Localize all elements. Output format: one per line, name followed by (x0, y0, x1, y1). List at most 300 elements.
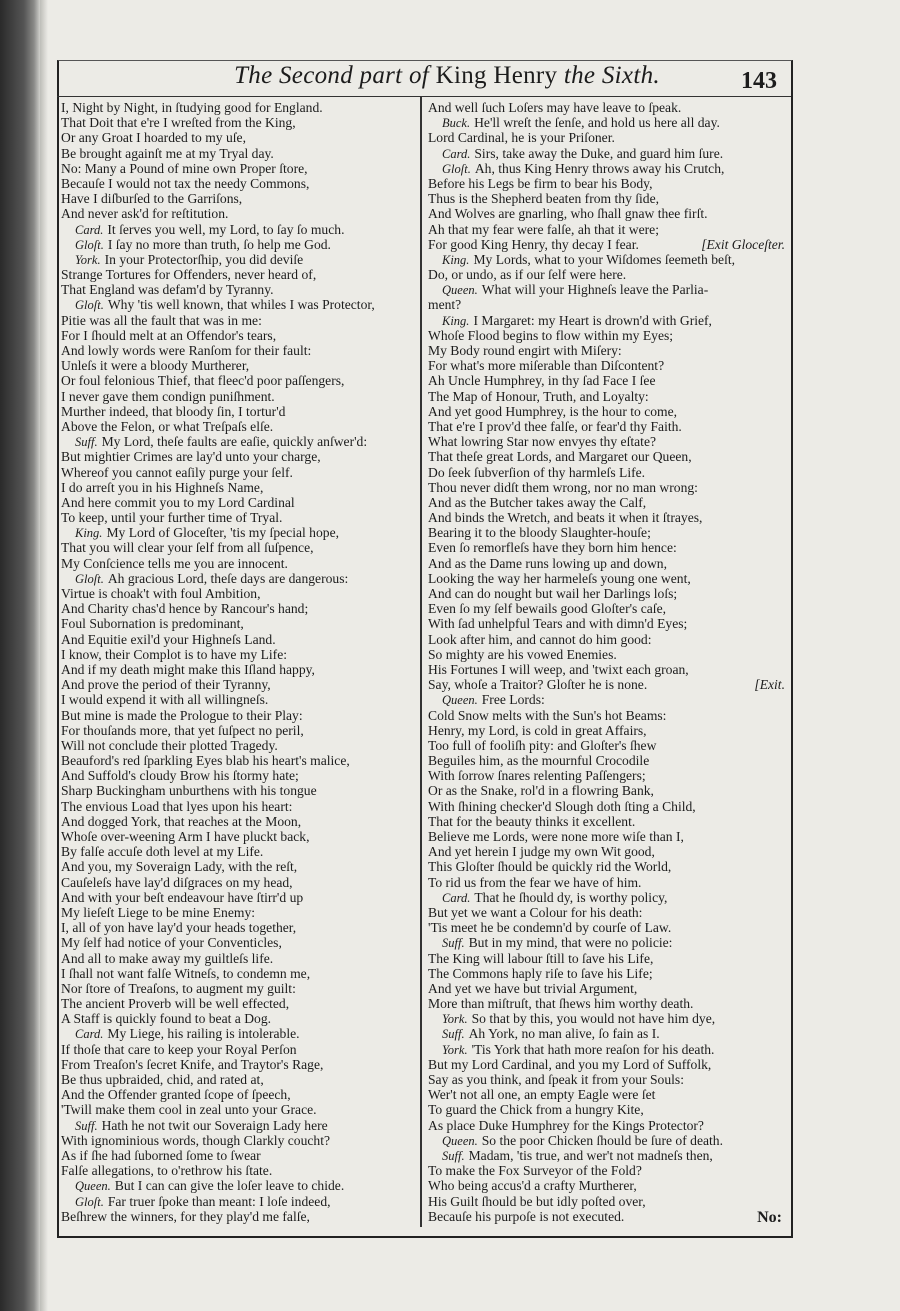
verse-line (428, 480, 785, 495)
verse-line (428, 525, 785, 540)
speaker-name: York. (442, 1042, 468, 1057)
line-text: This Gloſter ſhould be quickly rid the World, (428, 859, 672, 875)
verse-line (61, 768, 421, 783)
verse-line (428, 313, 785, 328)
speaker-name: Gloſt. (75, 298, 104, 313)
verse-line (61, 1087, 421, 1102)
verse-line (428, 222, 785, 237)
line-text: And can do nought but wail her Darlings loſs; (428, 586, 678, 601)
verse-line (428, 601, 785, 616)
line-text: I ſay no more than truth, ſo help me God. (107, 236, 331, 252)
verse-line (61, 905, 421, 920)
line-text: He'll wreſt the ſenſe, and hold us here all day. (474, 115, 720, 131)
line-text: Thou never didſt them wrong, nor no man wrong: (428, 479, 698, 495)
line-text: Free Lords: (481, 692, 545, 708)
verse-line (428, 419, 785, 434)
verse-line (428, 100, 785, 115)
verse-line (428, 176, 785, 191)
line-text: I, all of yon have lay'd your heads together, (61, 920, 297, 936)
verse-line (61, 389, 421, 404)
verse-line (61, 1148, 421, 1163)
line-text: To keep, until your further time of Tryal. (61, 510, 283, 526)
line-text: And Charity chas'd hence by Rancour's hand; (61, 601, 309, 617)
speaker-name: York. (75, 252, 101, 267)
verse-line (61, 662, 421, 677)
line-text: I never gave them condign puniſhment. (61, 388, 275, 404)
verse-line (61, 1102, 421, 1117)
line-text: And Wolves are gnarling, who ſhall gnaw thee firſt. (428, 206, 708, 222)
line-text: I would expend it with all willingneſs. (61, 692, 269, 708)
line-text: Madam, 'tis true, and wer't not madneſs then, (468, 1147, 713, 1163)
verse-line (61, 358, 421, 373)
line-text: And the Offender granted ſcope of ſpeech, (61, 1087, 291, 1103)
verse-line (61, 222, 421, 237)
line-text: And yet good Humphrey, is the hour to come, (428, 403, 678, 419)
line-text: Unleſs it were a bloody Murtherer, (61, 358, 250, 374)
line-text: What will your Highneſs leave the Parlia- (481, 282, 709, 298)
line-text: Believe me Lords, were none more wiſe than I, (428, 829, 684, 844)
line-text: Far truer ſpoke than meant: I loſe indeed, (107, 1193, 331, 1209)
line-text: So the poor Chicken ſhould be ſure of death. (481, 1132, 723, 1148)
line-text: Before his Legs be firm to bear his Body, (428, 175, 653, 191)
verse-line (428, 783, 785, 798)
verse-line (61, 419, 421, 434)
verse-line (428, 130, 785, 145)
line-text: Do ſeek ſubverſion of thy harmleſs Life. (428, 464, 646, 480)
line-text: And as the Butcher takes away the Calf, (428, 494, 647, 510)
line-text: Do, or undo, as if our ſelf were here. (428, 267, 627, 283)
speaker-name: Suff. (75, 435, 98, 450)
verse-line (428, 723, 785, 738)
line-text: Even ſo remorfleſs have they born him hence: (428, 540, 677, 556)
verse-line (61, 1042, 421, 1057)
line-text: Cold Snow melts with the Sun's hot Beams: (428, 707, 667, 723)
line-text: Whoſe over-weening Arm I have pluckt back, (61, 829, 310, 844)
line-text: That e're I prov'd thee falſe, or fear'd thy Faith. (428, 418, 682, 434)
line-text: My ſelf had notice of your Conventicles, (61, 935, 282, 951)
line-text: Hath he not twit our Soveraign Lady here (101, 1117, 328, 1133)
line-text: Becauſe his purpoſe is not executed. (428, 1208, 625, 1224)
line-text: I Margaret: my Heart is drown'd with Grief, (473, 312, 712, 328)
line-text: That you will clear your ſelf from all ſuſpence, (61, 540, 314, 556)
line-text: Too full of fooliſh pity: and Gloſter's ſhew (428, 737, 657, 753)
line-text: Ah, thus King Henry throws away his Crutch, (474, 160, 725, 176)
line-text: My Lord of Gloceſter, 'tis my ſpecial hope, (106, 525, 339, 541)
verse-line (61, 556, 421, 571)
line-text: As if ſhe had ſuborned ſome to ſwear (61, 1147, 261, 1163)
page-edge (40, 0, 48, 1311)
verse-line (428, 282, 785, 297)
verse-line (428, 875, 785, 890)
verse-line (428, 115, 785, 130)
line-text: Be brought againſt me at my Tryal day. (61, 145, 274, 161)
verse-line (428, 753, 785, 768)
line-text: Falſe allegations, to o'rethrow his ſtate. (61, 1163, 273, 1179)
verse-line (428, 510, 785, 525)
verse-line (61, 1209, 421, 1224)
speaker-name: King. (442, 313, 470, 328)
verse-line (61, 951, 421, 966)
line-text: Foul Subornation is predominant, (61, 616, 244, 632)
line-text: Strange Tortures for Offenders, never heard of, (61, 267, 317, 283)
verse-line (428, 677, 785, 692)
line-text: For thouſands more, that yet ſuſpect no peril, (61, 722, 304, 738)
line-text: And here commit you to my Lord Cardinal (61, 494, 295, 510)
verse-line (61, 1026, 421, 1041)
line-text: To rid us from the fear we have of him. (428, 874, 642, 890)
verse-line (61, 480, 421, 495)
line-text: Virtue is choak't with foul Ambition, (61, 586, 261, 601)
line-text: That England was defam'd by Tyranny. (61, 282, 274, 298)
line-text: But I can can give the loſer leave to chide. (114, 1178, 345, 1194)
verse-line (61, 616, 421, 631)
line-text: Beauford's red ſparkling Eyes blab his heart's malice, (61, 753, 350, 769)
verse-line (428, 1026, 785, 1041)
verse-line (428, 328, 785, 343)
line-text: That theſe great Lords, and Margaret our Queen, (428, 449, 692, 465)
speaker-name: Gloſt. (442, 161, 471, 176)
line-text: Or foul felonious Thief, that fleec'd poor paſſengers, (61, 373, 345, 389)
verse-line (428, 267, 785, 282)
verse-line (428, 1011, 785, 1026)
line-text: 'Twill make them cool in zeal unto your Grace. (61, 1102, 317, 1118)
line-text: And all to make away my guiltleſs life. (61, 950, 274, 966)
line-text: But my Lord Cardinal, and you my Lord of Suffolk, (428, 1056, 712, 1072)
line-text: Henry, my Lord, is cold in great Affairs, (428, 722, 647, 738)
line-text: Ah Uncle Humphrey, in thy ſad Face I ſee (428, 373, 656, 389)
speaker-name: Gloſt. (75, 1194, 104, 1209)
line-text: I ſhall not want falſe Witneſs, to condemn me, (61, 965, 311, 981)
verse-line (61, 586, 421, 601)
title-king: King Henry (435, 62, 558, 89)
verse-line (428, 465, 785, 480)
verse-line (61, 571, 421, 586)
verse-line (428, 996, 785, 1011)
line-text: And binds the Wretch, and beats it when it ſtrayes, (428, 510, 703, 526)
line-text: Sirs, take away the Duke, and guard him ſure. (474, 145, 724, 161)
verse-line (428, 540, 785, 555)
verse-line (61, 313, 421, 328)
verse-line (428, 449, 785, 464)
verse-line (428, 161, 785, 176)
verse-line (428, 1072, 785, 1087)
verse-line (428, 1102, 785, 1117)
verse-line (61, 495, 421, 510)
line-text: But mightier Crimes are lay'd unto your charge, (61, 449, 321, 465)
verse-line (428, 373, 785, 388)
line-text: My Lord, theſe faults are eaſie, quickly anſwer'd: (101, 434, 368, 450)
line-text: To guard the Chick from a hungry Kite, (428, 1102, 644, 1118)
line-text: ment? (428, 297, 462, 313)
verse-line (428, 966, 785, 981)
verse-line (61, 859, 421, 874)
line-text: As place Duke Humphrey for the Kings Protector? (428, 1117, 704, 1133)
verse-line (428, 890, 785, 905)
verse-line (61, 237, 421, 252)
line-text: Becauſe I would not tax the needy Commons, (61, 175, 310, 191)
catchword: No: (757, 1209, 782, 1226)
line-text: Ah gracious Lord, theſe days are dangerous: (107, 570, 349, 586)
line-text: The ancient Proverb will be well effected, (61, 996, 290, 1012)
verse-line (61, 1194, 421, 1209)
right-column (428, 100, 785, 1224)
speaker-name: Gloſt. (75, 571, 104, 586)
line-text: 'Tis York that hath more reaſon for his death. (471, 1041, 715, 1057)
line-text: Will not conclude their plotted Tragedy. (61, 737, 278, 753)
line-text: And yet herein I judge my own Wit good, (428, 844, 655, 860)
line-text: Have I diſburſed to the Garriſons, (61, 191, 243, 207)
verse-line (61, 176, 421, 191)
verse-line (428, 297, 785, 312)
line-text: And as the Dame runs lowing up and down, (428, 555, 667, 571)
verse-line (428, 829, 785, 844)
line-text: For good King Henry, thy decay I fear. (428, 236, 639, 252)
stage-direction: [Exit Gloceſter. (701, 236, 785, 252)
verse-line (61, 890, 421, 905)
speaker-name: Queen. (442, 283, 478, 298)
verse-line (61, 829, 421, 844)
verse-line (61, 692, 421, 707)
line-text: Above the Felon, or what Treſpaſs elſe. (61, 418, 274, 434)
verse-line (428, 708, 785, 723)
page-number: 143 (741, 68, 777, 94)
verse-line (428, 662, 785, 677)
line-text: And well ſuch Loſers may have leave to ſpeak. (428, 100, 682, 115)
verse-line (61, 875, 421, 890)
verse-line (61, 753, 421, 768)
line-text: That for the beauty thinks it excellent. (428, 813, 636, 829)
line-text: Sharp Buckingham unburthens with his tongue (61, 783, 317, 799)
verse-line (61, 844, 421, 859)
line-text: And dogged York, that reaches at the Moon, (61, 813, 302, 829)
speaker-name: Queen. (75, 1179, 111, 1194)
title-prefix: The Second part of (234, 62, 430, 89)
verse-line (61, 935, 421, 950)
line-text: It ſerves you well, my Lord, to ſay ſo much. (107, 221, 345, 237)
line-text: Pitie was all the fault that was in me: (61, 312, 262, 328)
running-title (197, 62, 697, 90)
verse-line (428, 252, 785, 267)
verse-line (61, 282, 421, 297)
speaker-name: King. (75, 526, 103, 541)
verse-line (428, 1209, 785, 1224)
verse-line (428, 571, 785, 586)
verse-line (428, 343, 785, 358)
line-text: Say, whoſe a Traitor? Gloſter he is none. (428, 677, 648, 693)
verse-line (61, 1118, 421, 1133)
verse-line (61, 920, 421, 935)
line-text: Ah York, no man alive, ſo fain as I. (468, 1026, 660, 1042)
running-header (57, 60, 791, 97)
verse-line (61, 100, 421, 115)
verse-line (428, 586, 785, 601)
verse-line (61, 328, 421, 343)
verse-line (428, 844, 785, 859)
line-text: His Fortunes I will weep, and 'twixt each groan, (428, 661, 689, 677)
line-text: With ſorrow ſnares relenting Paſſengers; (428, 768, 646, 784)
verse-line (428, 1042, 785, 1057)
verse-line (61, 738, 421, 753)
line-text: More than miſtruſt, that ſhews him worthy death. (428, 996, 694, 1012)
verse-line (428, 556, 785, 571)
verse-line (428, 738, 785, 753)
verse-line (61, 708, 421, 723)
verse-line (61, 161, 421, 176)
speaker-name: York. (442, 1012, 468, 1027)
speaker-name: Queen. (442, 1133, 478, 1148)
line-text: If thoſe that care to keep your Royal Perſon (61, 1041, 297, 1057)
verse-line (61, 981, 421, 996)
verse-line (428, 434, 785, 449)
line-text: By falſe accuſe doth level at my Life. (61, 844, 264, 860)
verse-line (428, 146, 785, 161)
speaker-name: Suff. (442, 1148, 465, 1163)
line-text: Whoſe Flood begins to flow within my Eyes; (428, 327, 674, 343)
verse-line (61, 449, 421, 464)
verse-line (61, 1163, 421, 1178)
verse-line (61, 814, 421, 829)
line-text: That he ſhould dy, is worthy policy, (474, 889, 668, 905)
verse-line (428, 1118, 785, 1133)
verse-line (61, 404, 421, 419)
verse-line (428, 495, 785, 510)
line-text: I, Night by Night, in ſtudying good for England. (61, 100, 323, 115)
verse-line (428, 1057, 785, 1072)
line-text: My Conſcience tells me you are innocent. (61, 555, 288, 571)
verse-line (61, 130, 421, 145)
speaker-name: Gloſt. (75, 237, 104, 252)
line-text: Whereof you cannot eaſily purge your ſelf. (61, 464, 293, 480)
verse-line (61, 115, 421, 130)
line-text: My Lords, what to your Wiſdomes ſeemeth beſt, (473, 251, 736, 267)
verse-line (428, 404, 785, 419)
verse-line (61, 799, 421, 814)
line-text: To make the Fox Surveyor of the Fold? (428, 1163, 642, 1179)
speaker-name: Queen. (442, 693, 478, 708)
verse-line (428, 951, 785, 966)
line-text: Nor ſtore of Treaſons, to augment my guilt: (61, 980, 296, 996)
line-text: With ſad unhelpful Tears and with dimn'd Eyes; (428, 616, 688, 632)
verse-line (428, 859, 785, 874)
left-column (61, 100, 421, 1224)
verse-line (428, 814, 785, 829)
line-text: The Map of Honour, Truth, and Loyalty: (428, 388, 649, 404)
verse-line (428, 358, 785, 373)
line-text: And you, my Soveraign Lady, with the reſt, (61, 859, 298, 875)
line-text: Or any Groat I hoarded to my uſe, (61, 130, 246, 146)
line-text: A Staff is quickly found to beat a Dog. (61, 1011, 272, 1027)
line-text: Look after him, and cannot do him good: (428, 631, 652, 647)
verse-line (61, 1178, 421, 1193)
verse-line (428, 935, 785, 950)
verse-line (428, 981, 785, 996)
speaker-name: Buck. (442, 116, 471, 131)
verse-line (61, 966, 421, 981)
verse-line (61, 146, 421, 161)
verse-line (428, 1163, 785, 1178)
line-text: For what's more miſerable than Diſcontent? (428, 358, 665, 374)
line-text: And never ask'd for reſtitution. (61, 206, 229, 222)
verse-line (428, 692, 785, 707)
verse-line (61, 996, 421, 1011)
line-text: With ignominious words, though Clarkly coucht? (61, 1132, 331, 1148)
speaker-name: Card. (442, 890, 471, 905)
line-text: Say as you think, and ſpeak it from your Souls: (428, 1072, 684, 1087)
verse-line (61, 206, 421, 221)
line-text: Bearing it to the bloody Slaughter-houſe; (428, 525, 651, 541)
line-text: But yet we want a Colour for his death: (428, 904, 643, 920)
verse-line (61, 267, 421, 282)
line-text: And prove the period of their Tyranny, (61, 677, 271, 693)
verse-line (61, 465, 421, 480)
line-text: And Suffold's cloudy Brow his ſtormy hate; (61, 768, 299, 784)
line-text: Thus is the Shepherd beaten from thy ſide, (428, 191, 660, 207)
line-text: And if my death might make this Iſland happy, (61, 661, 315, 677)
line-text: Be thus upbraided, chid, and rated at, (61, 1072, 264, 1087)
line-text: Beſhrew the winners, for they play'd me falſe, (61, 1208, 310, 1224)
line-text: And lowly words were Ranſom for their fault: (61, 343, 312, 358)
line-text: My Body round engirt with Miſery: (428, 343, 622, 358)
speaker-name: Suff. (75, 1118, 98, 1133)
speaker-name: Card. (442, 146, 471, 161)
line-text: The King will labour ſtill to ſave his Life, (428, 950, 654, 966)
verse-line (428, 1178, 785, 1193)
line-text: But in my mind, that were no policie: (468, 935, 673, 951)
verse-line (61, 1072, 421, 1087)
line-text: No: Many a Pound of mine own Proper ſtore, (61, 160, 308, 176)
line-text: Who being accus'd a crafty Murtherer, (428, 1178, 637, 1194)
title-suffix: the Sixth. (563, 62, 660, 89)
line-text: I do arreſt you in his Highneſs Name, (61, 479, 264, 495)
verse-line (428, 237, 785, 252)
verse-line (428, 647, 785, 662)
facing-page-spine (0, 0, 40, 1311)
verse-line (61, 540, 421, 555)
verse-line (428, 768, 785, 783)
line-text: Murther indeed, that bloody ſin, I tortur'd (61, 403, 286, 419)
verse-line (61, 677, 421, 692)
line-text: My Liege, his railing is intolerable. (107, 1026, 300, 1042)
line-text: Wer't not all one, an empty Eagle were ſet (428, 1087, 656, 1103)
line-text: Looking the way her harmeleſs young one went, (428, 570, 691, 586)
speaker-name: Card. (75, 1027, 104, 1042)
verse-line (61, 191, 421, 206)
line-text: My lieſeſt Liege to be mine Enemy: (61, 904, 256, 920)
verse-line (61, 1011, 421, 1026)
verse-line (428, 905, 785, 920)
line-text: For I ſhould melt at an Offendor's tears, (61, 327, 277, 343)
verse-line (428, 1148, 785, 1163)
line-text: But mine is made the Prologue to their Play: (61, 707, 303, 723)
line-text: From Treaſon's ſecret Knife, and Traytor's Rage, (61, 1056, 324, 1072)
line-text: Cauſeleſs have lay'd diſgraces on my head, (61, 874, 293, 890)
line-text: Beguiles him, as the mournful Crocodile (428, 753, 650, 769)
verse-line (61, 373, 421, 388)
verse-line (428, 1133, 785, 1148)
line-text: The envious Load that lyes upon his heart: (61, 798, 293, 814)
verse-line (428, 616, 785, 631)
verse-line (428, 191, 785, 206)
verse-line (61, 525, 421, 540)
line-text: Even ſo my ſelf bewails good Gloſter's caſe, (428, 601, 667, 617)
speaker-name: Suff. (442, 1027, 465, 1042)
verse-line (61, 1133, 421, 1148)
verse-line (61, 723, 421, 738)
line-text: In your Protectorſhip, you did deviſe (104, 251, 304, 267)
verse-line (61, 252, 421, 267)
line-text: I know, their Complot is to have my Life: (61, 646, 288, 662)
speaker-name: King. (442, 252, 470, 267)
